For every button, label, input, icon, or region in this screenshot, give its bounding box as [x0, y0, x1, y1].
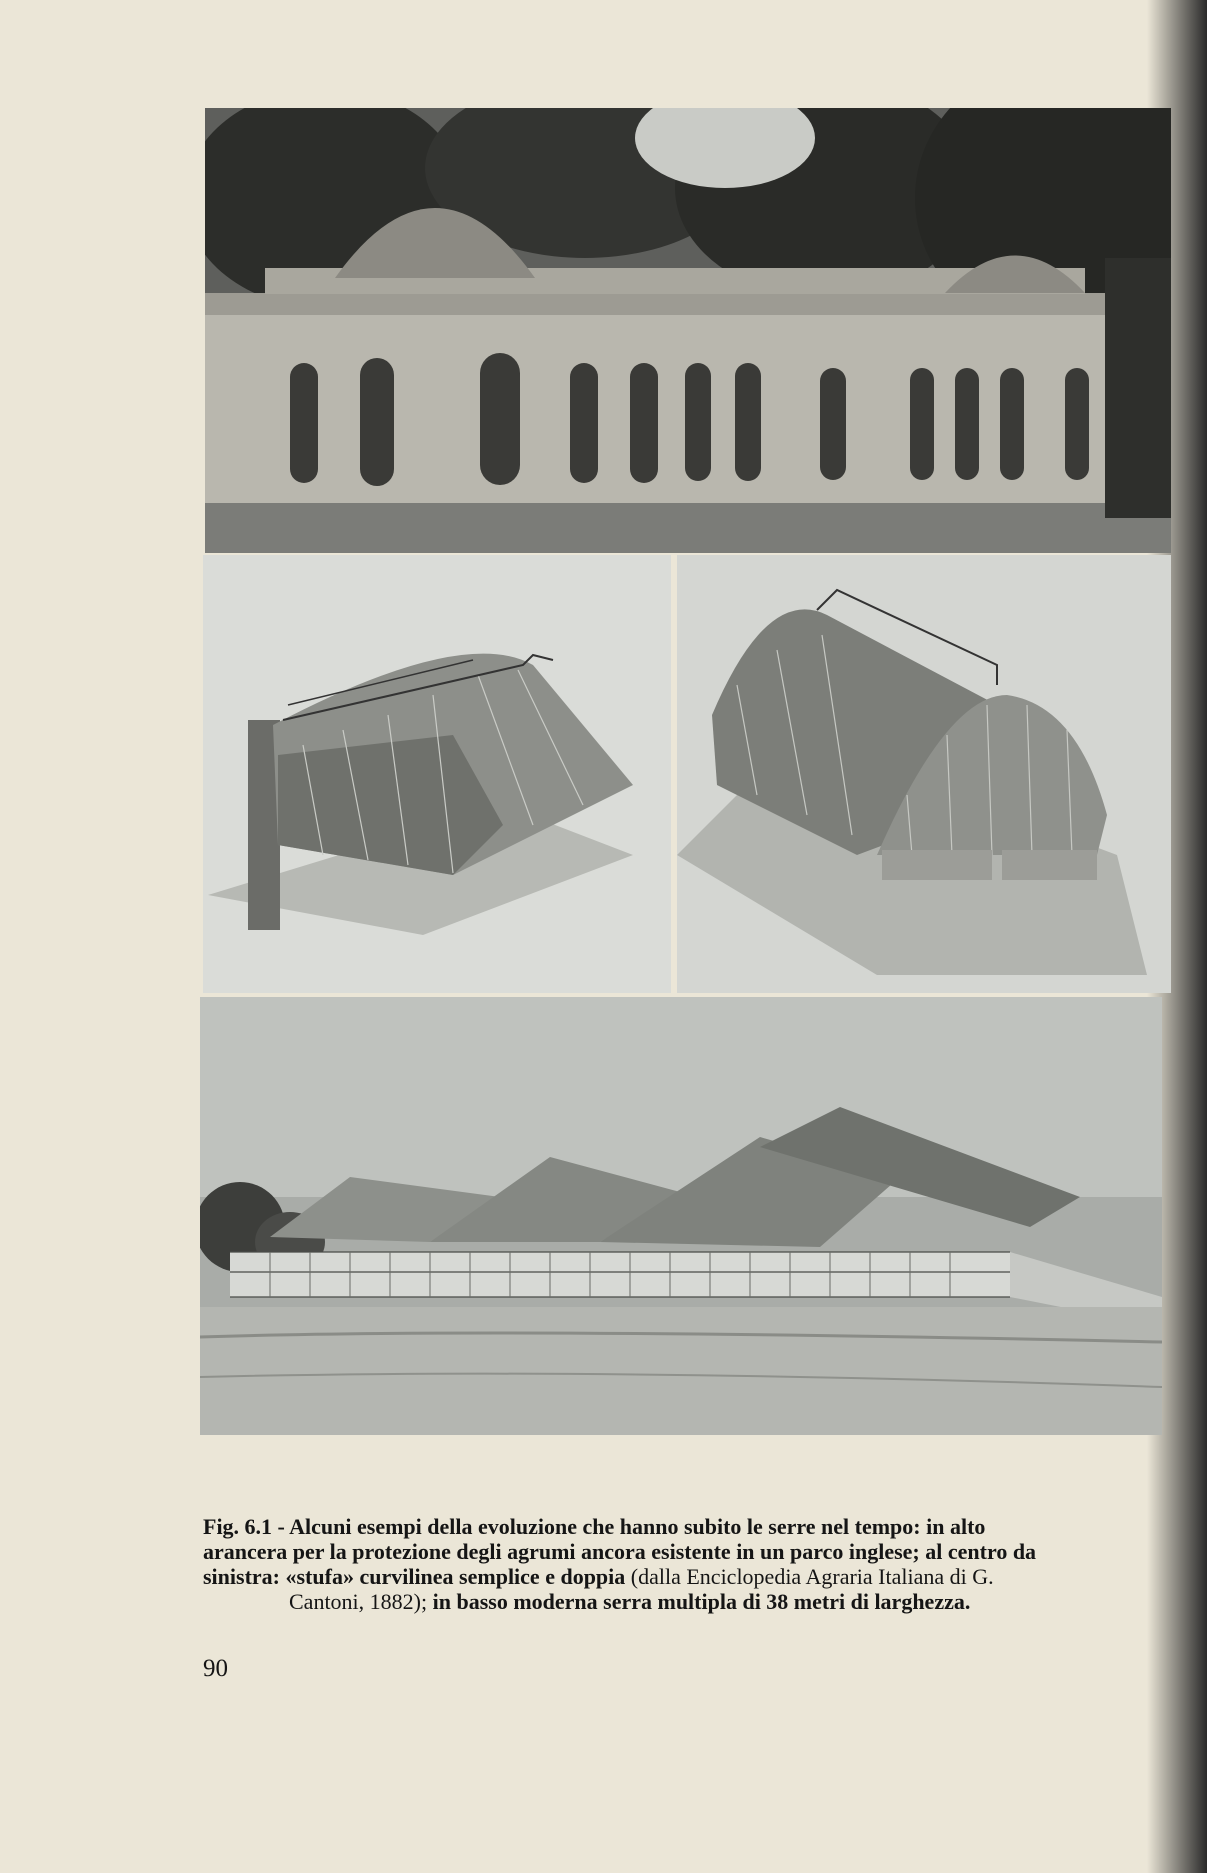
caption-line-3-bold: sinistra: «stufa» curvilinea semplice e doppia [203, 1564, 626, 1589]
caption-line-4 [203, 1589, 1163, 1614]
orangery-photo [205, 108, 1171, 553]
multiple-greenhouse-photo [200, 997, 1162, 1435]
caption-line-2: arancera per la protezione degli agrumi ancora esistente in un parco inglese; al centro da [203, 1539, 1037, 1564]
caption-line-4-bold: in basso moderna serra multipla di 38 metri di larghezza. [432, 1589, 971, 1614]
caption-line-4-regular: Cantoni, 1882); [289, 1589, 428, 1614]
caption-line-3-regular: (dalla Enciclopedia Agraria Italiana di G. [630, 1564, 994, 1589]
double-curvilinear-greenhouse-engraving [677, 555, 1171, 993]
caption-line-1: Fig. 6.1 - Alcuni esempi della evoluzione che hanno subito le serre nel tempo: in alto [203, 1514, 986, 1539]
page-number: 90 [203, 1655, 228, 1682]
figure-caption [203, 1514, 1163, 1614]
single-curvilinear-greenhouse-engraving [203, 555, 671, 993]
caption-line-3 [203, 1564, 1163, 1589]
